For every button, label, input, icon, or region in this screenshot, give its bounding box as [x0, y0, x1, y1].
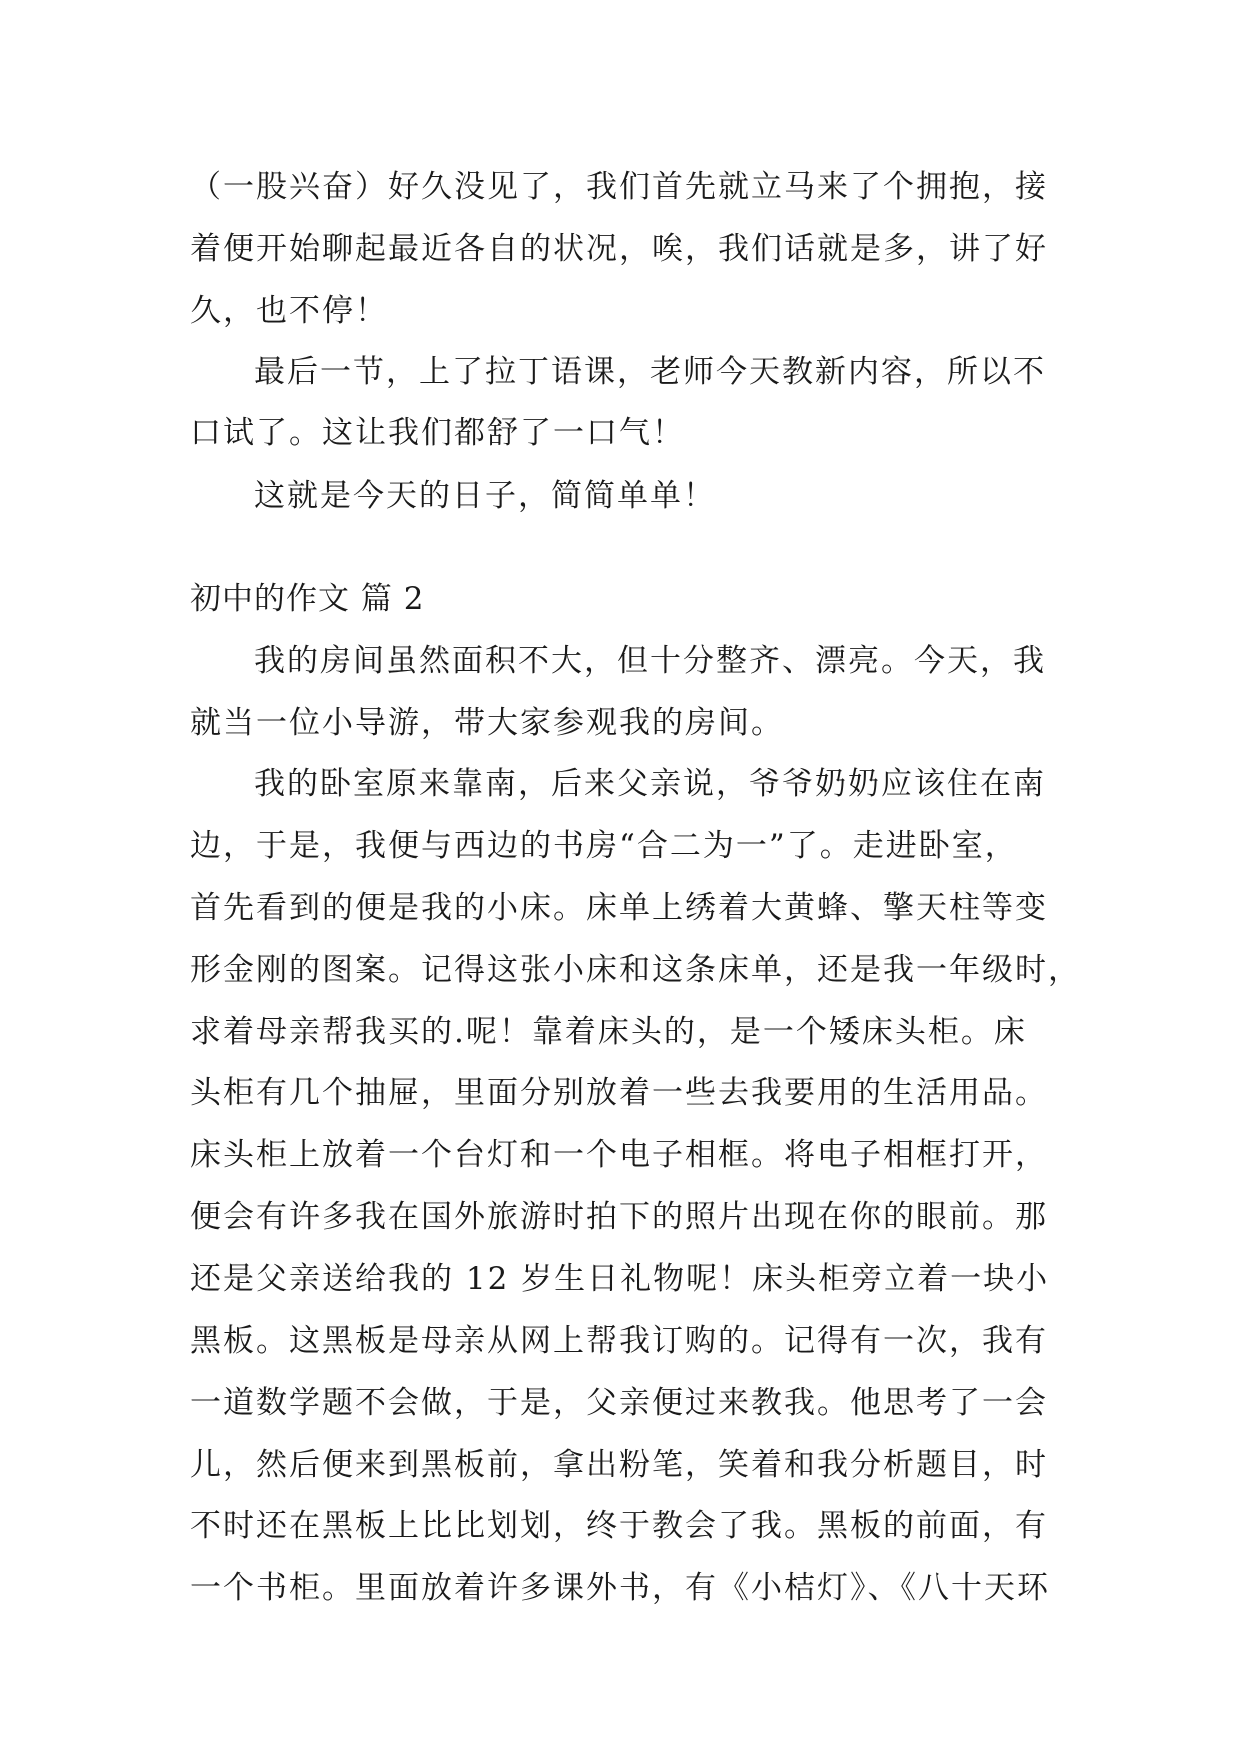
- paragraph-line: 着便开始聊起最近各自的状况，唉，我们话就是多，讲了好: [190, 231, 1048, 267]
- paragraph-first-line: 这就是今天的日子，简简单单！: [254, 478, 716, 514]
- paragraph-line: 儿，然后便来到黑板前，拿出粉笔，笑着和我分析题目，时: [190, 1447, 1048, 1483]
- paragraph-line: （一股兴奋）好久没见了，我们首先就立马来了个拥抱，接: [190, 169, 1048, 205]
- paragraph-line: 一道数学题不会做，于是，父亲便过来教我。他思考了一会: [190, 1385, 1048, 1421]
- paragraph-first-line: 最后一节，上了拉丁语课，老师今天教新内容，所以不: [254, 354, 1046, 390]
- paragraph-line: 形金刚的图案。记得这张小床和这条床单，还是我一年级时，: [190, 952, 1081, 988]
- paragraph-line: 边，于是，我便与西边的书房“合二为一”了。走进卧室，: [190, 828, 1018, 864]
- paragraph-line: 便会有许多我在国外旅游时拍下的照片出现在你的眼前。那: [190, 1199, 1048, 1235]
- paragraph-line: 就当一位小导游，带大家参观我的房间。: [190, 705, 784, 741]
- paragraph-line: 口试了。这让我们都舒了一口气！: [190, 415, 685, 451]
- paragraph-line: 久，也不停！: [190, 293, 388, 329]
- paragraph-line: 黑板。这黑板是母亲从网上帮我订购的。记得有一次，我有: [190, 1323, 1048, 1359]
- paragraph-line: 首先看到的便是我的小床。床单上绣着大黄蜂、擎天柱等变: [190, 890, 1048, 926]
- paragraph-line: 求着母亲帮我买的.呢！靠着床头的，是一个矮床头柜。床: [190, 1014, 1027, 1050]
- paragraph-first-line: 我的房间虽然面积不大，但十分整齐、漂亮。今天，我: [254, 643, 1046, 679]
- section-heading: 初中的作文 篇 2: [190, 581, 425, 617]
- paragraph-line: 头柜有几个抽屉，里面分别放着一些去我要用的生活用品。: [190, 1075, 1048, 1111]
- paragraph-first-line: 我的卧室原来靠南，后来父亲说，爷爷奶奶应该住在南: [254, 766, 1046, 802]
- paragraph-line: 床头柜上放着一个台灯和一个电子相框。将电子相框打开，: [190, 1137, 1048, 1173]
- paragraph-line: 不时还在黑板上比比划划，终于教会了我。黑板的前面，有: [190, 1508, 1048, 1544]
- paragraph-line: 还是父亲送给我的 12 岁生日礼物呢！床头柜旁立着一块小: [190, 1261, 1050, 1297]
- paragraph-line: 一个书柜。里面放着许多课外书，有《小桔灯》、《八十天环: [190, 1570, 1050, 1606]
